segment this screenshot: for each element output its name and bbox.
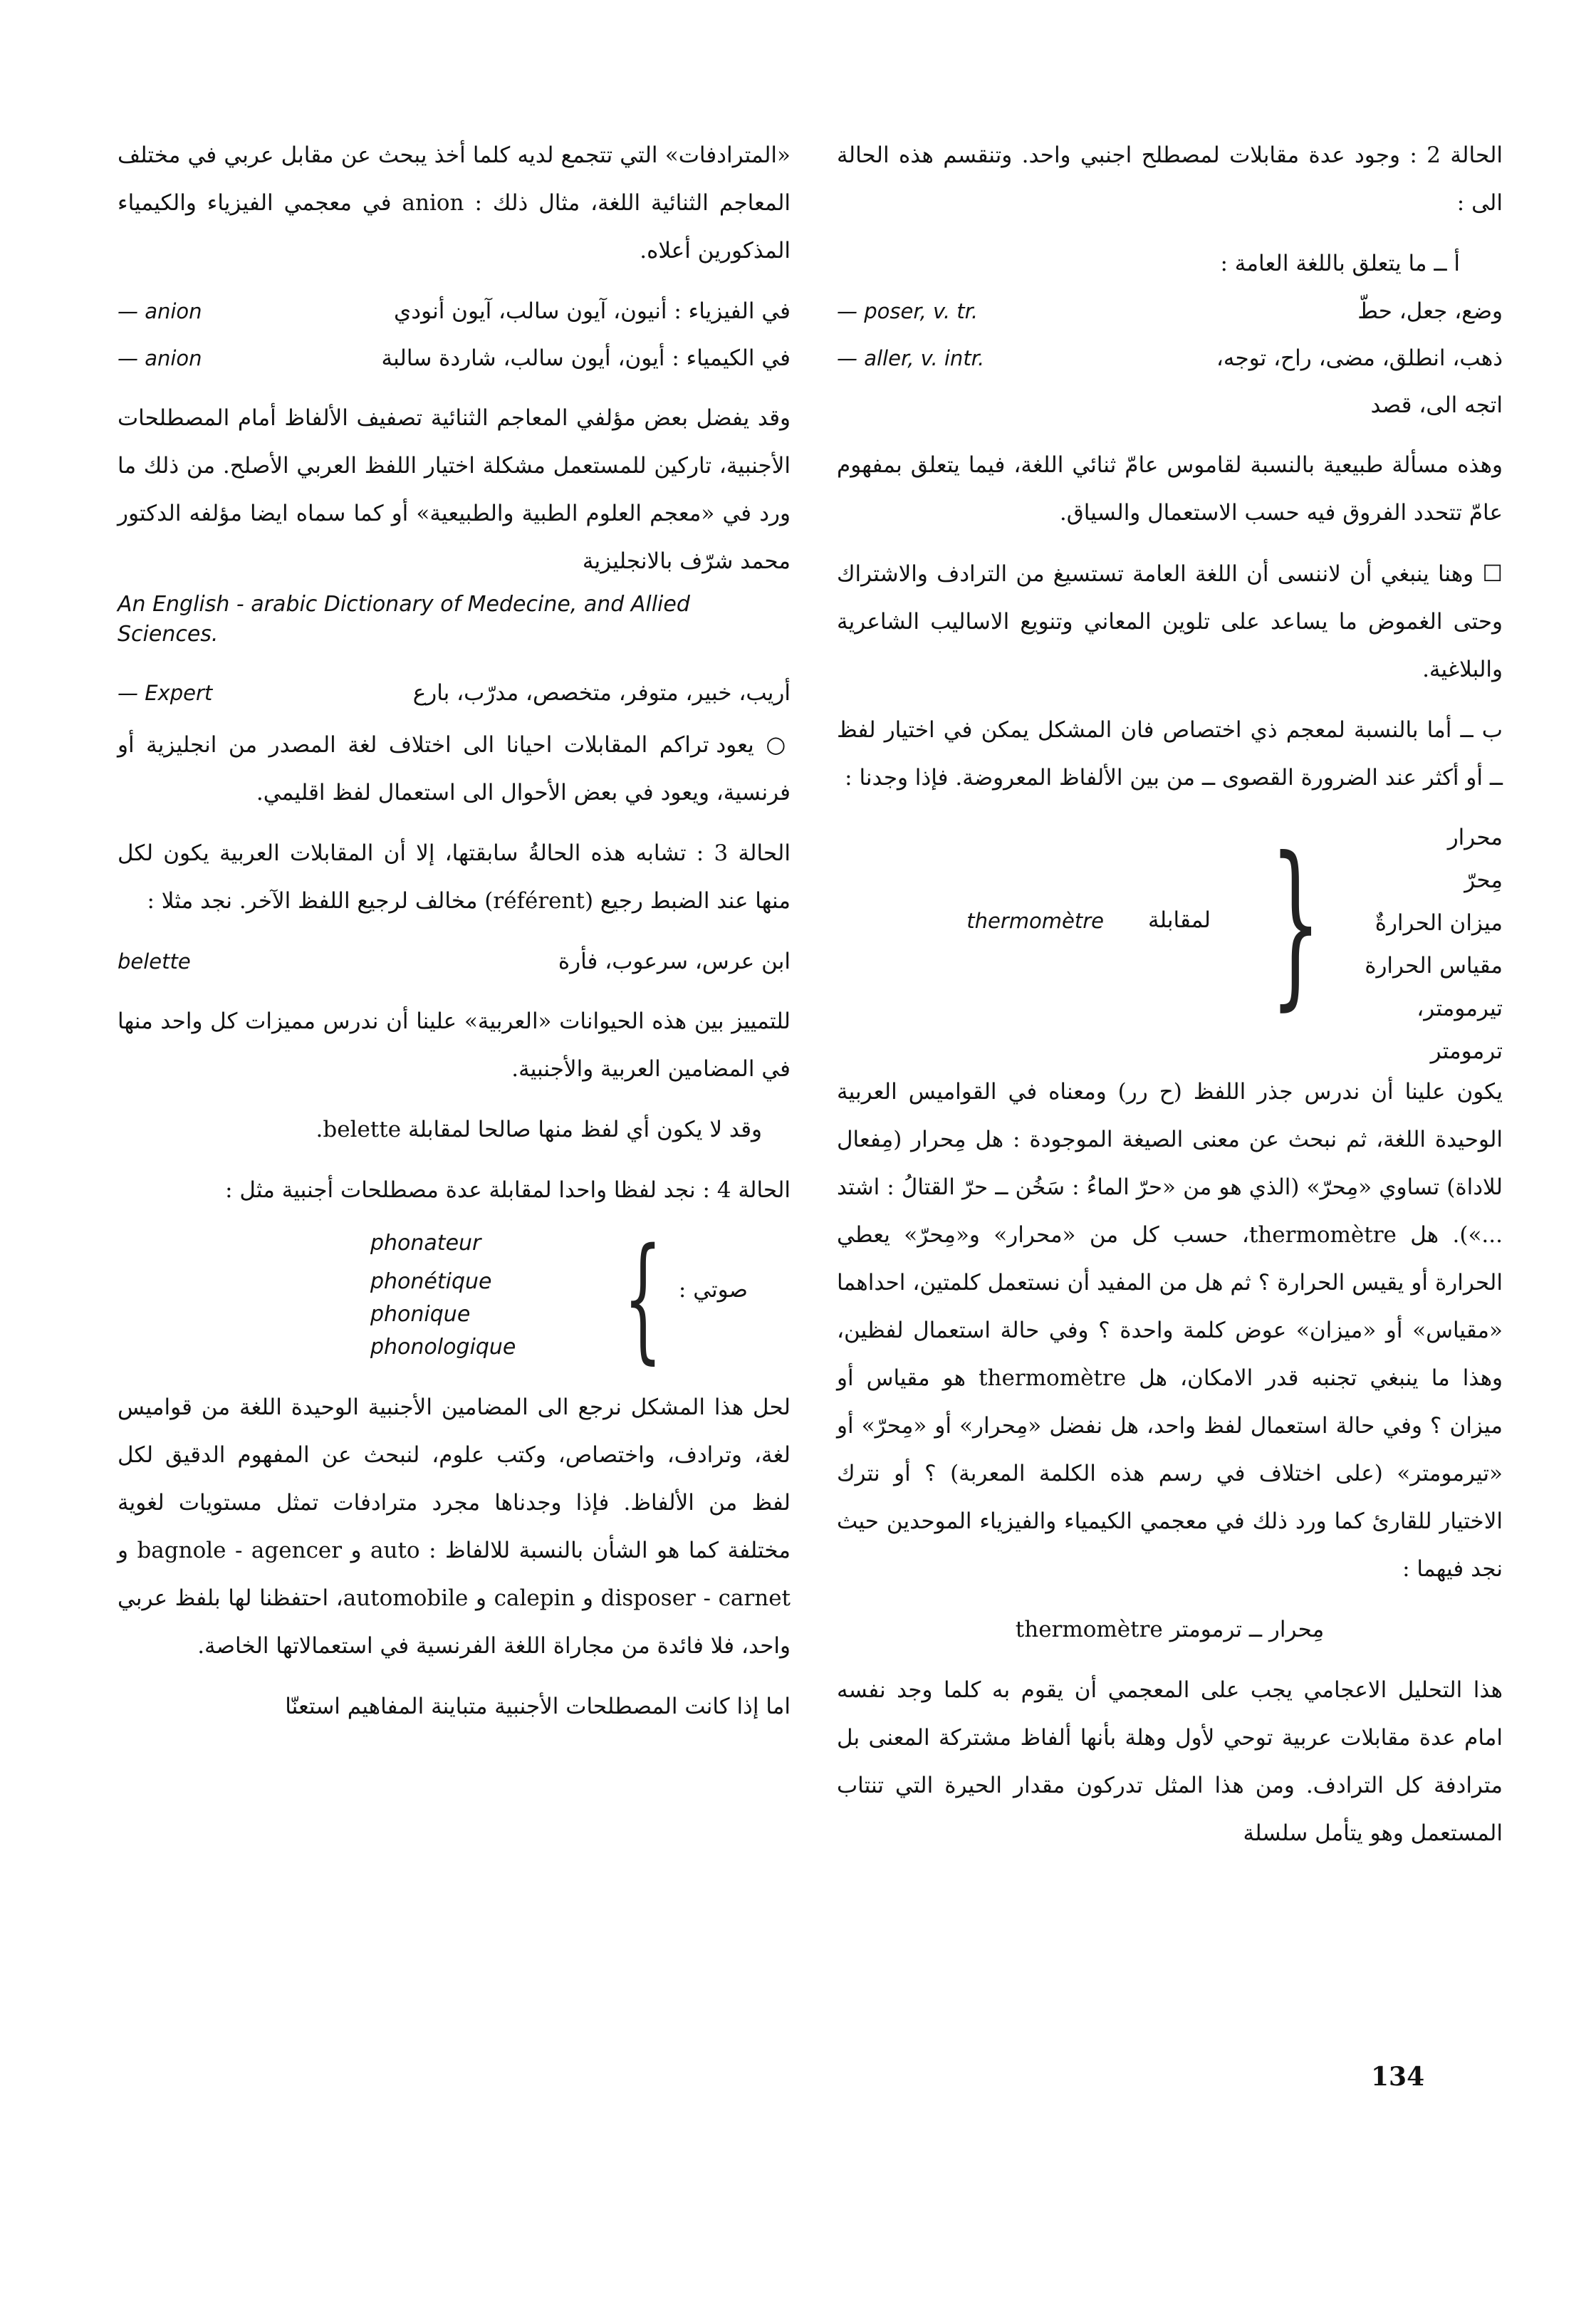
paragraph-bilingual-listing: وقد يفضل بعض مؤلفي المعاجم الثنائية تصفيف الألفاظ أمام المصطلحات الأجنبية، تاركين للمستعمل مشكلة اختيار اللفظ العربي الأصلح. من ذلك ما ورد في «معجم العلوم الطبية والطبيعية» أو كما سماه ايضا مؤلفه الدكتور محمد شرّف بالانجليزية bbox=[118, 405, 791, 574]
equivalent-item: مقياس الحرارة bbox=[1365, 953, 1503, 979]
foreign-terms-list bbox=[370, 1227, 584, 1364]
example-row-physics bbox=[118, 288, 791, 335]
paragraph-distinguish-animals: للتمييز بين هذه الحيوانات «العربية» علينا أن ندرس مميزات كل واحد منها في المضامين العربية والأجنبية. bbox=[118, 1008, 791, 1082]
example-row-poser bbox=[837, 288, 1503, 335]
thermometer-equivalents-block bbox=[837, 816, 1503, 1064]
example-row-expert bbox=[118, 669, 791, 716]
example-latin: — aller, v. intr. bbox=[837, 346, 985, 370]
example-row-belette bbox=[118, 938, 791, 985]
case-3-paragraph: الحالة 3 : تشابه هذه الحالةُ سابقتها، إلا أن المقابلات العربية يكون لكل منها عند الضبط رجيع (référent) مخالف لرجيع اللفظ الآخر. نجد مثلا : bbox=[118, 840, 791, 914]
equivalent-item: مِحرّ bbox=[1464, 867, 1503, 893]
paragraph-lexicographer-analysis: هذا التحليل الاعجامي يجب على المعجمي أن يقوم به كلما وجد نفسه امام عدة مقابلات عربية توحي لأول وهلة بأنها ألفاظ مشتركة المعنى بل مترادفة كل الترادف. ومن هذا المثل تدركون مقدار الحيرة التي تنتاب المستعمل وهو يتأمل سلسلة bbox=[837, 1677, 1503, 1846]
case-2-intro: الحالة 2 : وجود عدة مقابلات لمصطلح اجنبي واحد. وتنقسم هذه الحالة الى : bbox=[837, 142, 1503, 216]
paragraph-synonymy-note: ☐ وهنا ينبغي أن لاننسى أن اللغة العامة تستسيغ من الترادف والاشتراك وحتى الغموض ما يساعد على تلوين المعاني وتنويع الاساليب الشاعرية والبلاغية. bbox=[837, 560, 1503, 682]
curly-brace-icon: } bbox=[623, 1219, 662, 1377]
example-row-chemistry bbox=[118, 335, 791, 382]
unified-dictionary-entry: مِحرار ــ ترمومتر thermomètre bbox=[1015, 1617, 1325, 1642]
paragraph-solution: لحل هذا المشكل نرجع الى المضامين الأجنبية الوحيدة اللغة من قواميس لغة، وترادف، واختصاص، وكتب علوم، لنبحث عن المفهوم الدقيق لكل لفظ من الألفاظ. فإذا وجدناها مجرد مترادفات تمثل مستويات لغوية مختلفة كما هو الشأن بالنسبة للالفاظ : auto و bagnole - agencer و disposer - carnet و calepin و automobile، احتفظنا لها بلفظ عربي واحد، فلا فائدة من مجاراة اللغة الفرنسية في استعمالاتها الخاصة. bbox=[118, 1395, 791, 1659]
paragraph-general-dictionary: وهذه مسألة طبيعية بالنسبة لقاموس عامّ ثنائي اللغة، فيما يتعلق بمفهوم عامّ تتحدد الفروق فيه حسب الاستعمال والسياق. bbox=[837, 452, 1503, 526]
right-column bbox=[837, 132, 1503, 1870]
example-latin: — anion bbox=[118, 346, 202, 370]
equivalent-item: ميزان الحرارةٌ bbox=[1375, 910, 1503, 936]
paragraph-specialised-dictionary: ب ــ أما بالنسبة لمعجم ذي اختصاص فان المشكل يمكن في اختيار لفظ ــ أو أكثر عند الضرورة القصوى ــ من بين الألفاظ المعروضة. فإذا وجدنا : bbox=[837, 717, 1503, 791]
general-language-heading: أ ــ ما يتعلق باللغة العامة : bbox=[1220, 251, 1460, 276]
example-arabic: في الفيزياء : أنيون، آيون سالب، آيون أنودي bbox=[394, 298, 791, 324]
equivalence-label: لمقابلة bbox=[1147, 907, 1211, 933]
example-latin: — poser, v. tr. bbox=[837, 299, 979, 323]
paragraph-belette-note: وقد لا يكون أي لفظ منها صالحا لمقابلة belette. bbox=[315, 1117, 762, 1142]
paragraph-divergent-terms: اما إذا كانت المصطلحات الأجنبية متباينة المفاهيم استعنّا bbox=[285, 1694, 791, 1719]
phonetic-terms-block bbox=[118, 1219, 791, 1377]
square-bullet-icon: ☐ bbox=[1482, 560, 1503, 587]
case-4-paragraph: الحالة 4 : نجد لفظا واحدا لمقابلة عدة مصطلحات أجنبية مثل : bbox=[225, 1177, 791, 1203]
equivalent-item: محرار bbox=[1447, 825, 1503, 850]
example-arabic: في الكيمياء : أيون، أيون سالب، شاردة سالبة bbox=[381, 345, 791, 371]
example-arabic: ابن عرس، سرعوب، فأرة bbox=[558, 949, 791, 974]
example-arabic: أريب، خبير، متوفر، متخصص، مدرّب، بارع bbox=[412, 680, 791, 706]
example-arabic: اتجه الى، قصد bbox=[1370, 392, 1503, 418]
example-latin: — anion bbox=[118, 299, 202, 323]
foreign-term: phonologique bbox=[370, 1335, 516, 1360]
arabic-term: صوتي : bbox=[678, 1277, 748, 1303]
english-dictionary-title: An English - arabic Dictionary of Medecine, and Allied Sciences. bbox=[118, 592, 690, 647]
circle-bullet-icon: ○ bbox=[766, 731, 791, 758]
example-arabic: ذهب، انطلق، مضى، راح، توجه، bbox=[1216, 345, 1503, 371]
left-column bbox=[118, 132, 791, 1744]
equivalent-item: تيرمومتر، ترمومتر bbox=[1417, 996, 1503, 1064]
arabic-equivalents-list bbox=[1339, 816, 1503, 1073]
example-row-continued bbox=[837, 382, 1503, 429]
example-arabic: وضع، جعل، حطّ bbox=[1357, 298, 1503, 324]
foreign-term: phonique bbox=[370, 1302, 471, 1327]
paragraph-synonyms-anion: «المترادفات» التي تتجمع لديه كلما أخذ يبحث عن مقابل عربي في مختلف المعاجم الثنائية اللغة، مثال ذلك : anion في معجمي الفيزياء والكيمياء المذكورين أعلاه. bbox=[118, 142, 791, 264]
foreign-term: thermomètre bbox=[966, 909, 1104, 933]
foreign-term: phonateur bbox=[370, 1231, 481, 1256]
example-latin: belette bbox=[118, 949, 191, 974]
example-latin: — Expert bbox=[118, 681, 213, 705]
curly-brace-icon: { bbox=[1270, 819, 1321, 1026]
page-number: 134 bbox=[1371, 2062, 1425, 2092]
example-row-aller bbox=[837, 335, 1503, 382]
foreign-term: phonétique bbox=[370, 1269, 492, 1294]
paragraph-source-language: ○ يعود تراكم المقابلات احيانا الى اختلاف لغة المصدر من انجليزية أو فرنسية، ويعود في بعض الأحوال الى استعمال لفظ اقليمي. bbox=[118, 731, 791, 806]
paragraph-root-analysis: يكون علينا أن ندرس جذر اللفظ (ح رر) ومعناه في القواميس العربية الوحيدة اللغة، ثم نبحث عن معنى الصيغة الموجودة : هل مِحرار (مِفعال للاداة) تساوي «مِحرّ» (الذي هو من «حرّ الماءُ : سَخُن ــ حرّ القتالُ : اشتد ...»). هل thermomètre، حسب كل من «محرار» و«مِحرّ» يعطي الحرارة أو يقيس الحرارة ؟ ثم هل من المفيد أن نستعمل كلمتين، احداهما «مقياس» أو «ميزان» عوض كلمة واحدة ؟ وفي حالة استعمال لفظين، وهذا ما ينبغي تجنبه قدر الامكان، هل thermomètre هو مقياس أو ميزان ؟ وفي حالة استعمال لفظ واحد، هل نفضل «مِحرار» أو «مِحرّ» أو «تيرمومتر» (على اختلاف في رسم هذه الكلمة المعربة) ؟ أو نترك الاختيار للقارئ كما ورد ذلك في معجمي الكيمياء والفيزياء الموحدين حيث نجد فيهما : bbox=[837, 1079, 1503, 1582]
